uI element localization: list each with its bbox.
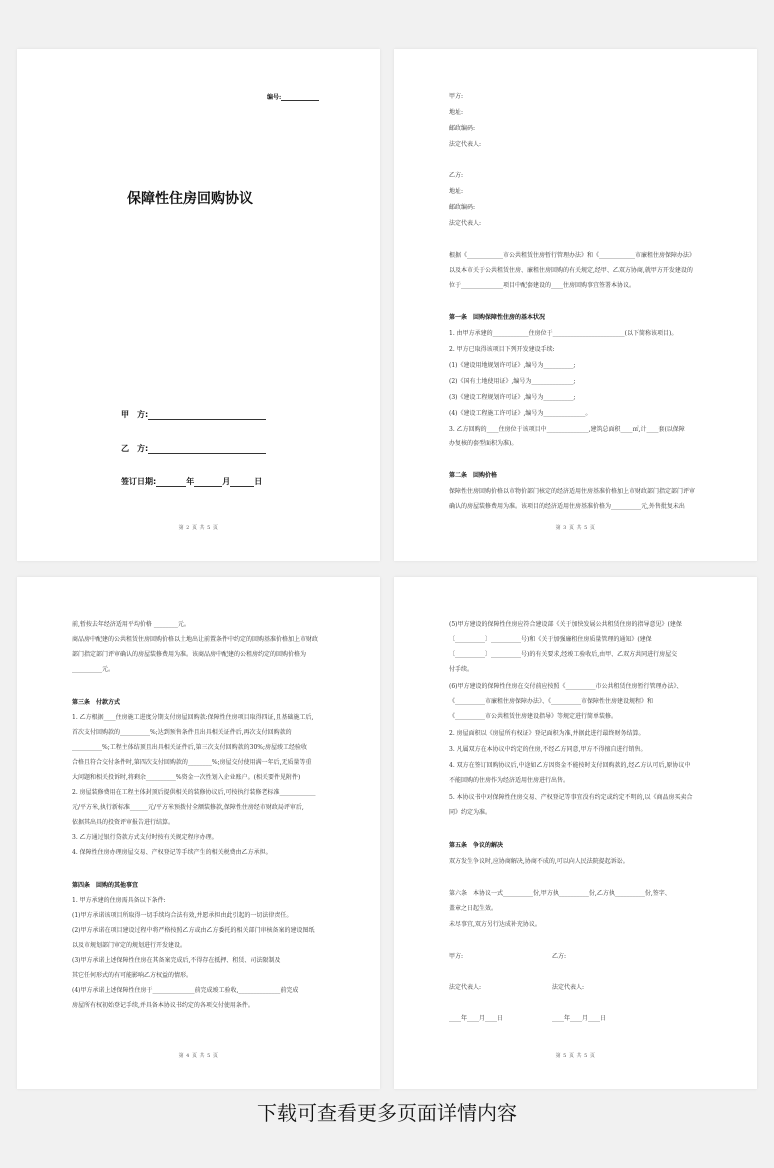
text-line: 邮政编码: xyxy=(449,125,476,132)
agreement-number-label: 编号: xyxy=(267,92,319,101)
party-b-date-line: ____年____月____日 xyxy=(552,1015,607,1022)
text-line: 元/平方米,执行新标准______元/平方米预拨付全额装修款,保障性住房经市财政局评审后, xyxy=(72,804,304,811)
text-line: 大问题和相关投诉时,将剩余__________%资金一次性划入企业账户。(相关要件见附件) xyxy=(72,774,301,781)
text-line: 盖章之日起生效。 xyxy=(449,905,498,912)
text-line: 5. 本协议书中对保障性住房交易、产权登记等事宜没有约定或约定不明的,以《商品房买卖合 xyxy=(449,794,693,801)
text-line: 2. 房屋装修费用在工程主体封顶后提供相关的装修协议后,可按执行装修老标准____________ xyxy=(72,789,316,796)
text-line: 1. 由甲方承建的____________住房位于________________________(以下简称该项目)。 xyxy=(449,330,678,337)
document-title: 保障性住房回购协议 xyxy=(127,191,253,207)
text-line: 前,暂按去年经济适用平均价格 ________元。 xyxy=(72,621,190,628)
text-line: 第六条 本协议一式__________份,甲方执__________份,乙方执__________份,签字、 xyxy=(449,890,671,897)
text-line: 邮政编码: xyxy=(449,204,476,211)
text-line: 《__________市公共租赁住房建设指导》等规定进行简单装修。 xyxy=(449,713,618,720)
text-line: 根据《____________市公共租赁住房暂行管理办法》和《____________市廉租住房保障办法》 xyxy=(449,252,696,259)
text-line: 地址: xyxy=(449,188,464,195)
text-line: 3. 凡属双方在本协议中约定的住房,不经乙方同意,甲方不得擅自进行销售。 xyxy=(449,746,647,753)
sign-date-field: 签订日期: 年 月 日 xyxy=(121,477,263,486)
text-line: 《__________市廉租住房保障办法》、《__________市保障性住房建设规程》和 xyxy=(449,698,654,705)
party-a-date-line: ____年____月____日 xyxy=(449,1015,504,1022)
text-line: (3)甲方承诺上述保障性住房在其备案完成后,不得存在抵押、租赁、司法限制及 xyxy=(72,957,281,964)
document-page-5 xyxy=(394,577,757,1089)
text-line: 依据其出具的投资评审报告进行结算。 xyxy=(72,819,175,826)
section-heading: 第三条 付款方式 xyxy=(72,699,121,706)
section-heading: 第五条 争议的解决 xyxy=(449,842,504,849)
document-page-3 xyxy=(394,49,757,561)
text-line: 甲方: xyxy=(449,93,464,100)
text-line: 4. 双方在签订回购协议后,中途如乙方因资金不能按时支付回购款的,经乙方认可后,原协议中 xyxy=(449,762,691,769)
document-page-2 xyxy=(17,49,380,561)
text-line: 保障性住房回购价格以市物价部门核定的经济适用住房基准价格加上市财政部门指定部门评审 xyxy=(449,488,696,495)
text-line: (6)甲方建设的保障性住房在交付前应按照《__________市公共租赁住房暂行管理办法》、 xyxy=(449,683,683,690)
text-line: 商品房中配建的公共租赁住房回购价格以土地出让前置条件中约定的回购基准价格加上市财政 xyxy=(72,636,319,643)
text-line: 其它任何形式的有可能影响乙方权益的情形。 xyxy=(72,972,193,979)
text-line: 合格且符合交付条件时,第四次支付回购款的________%;房屋交付使用满一年后,无质量等重 xyxy=(72,759,312,766)
party-a-signature-label: 甲方: xyxy=(449,953,464,960)
text-line: 法定代表人: xyxy=(449,220,482,227)
text-line: 3. 乙方回购的____住房位于该项目中______________,建筑总面积____㎡,计____套(以保障 xyxy=(449,426,685,433)
text-line: (2)《国有土地使用证》,编号为______________; xyxy=(449,378,576,385)
text-line: 不能回购的住房作为经济适用住房进行出售。 xyxy=(449,777,570,784)
text-line: 以及本市关于公共租赁住房、廉租住房回购的有关规定,经甲、乙双方协商,就甲方开发建设的 xyxy=(449,267,693,274)
text-line: 双方发生争议时,应协商解决,协商不成的,可以向人民法院提起诉讼。 xyxy=(449,858,629,865)
page-footer: 第 5 页 共 5 页 xyxy=(555,1053,596,1059)
text-line: (4)《建设工程施工许可证》,编号为______________。 xyxy=(449,410,592,417)
text-line: 办复核的套型面积为准)。 xyxy=(449,440,518,447)
text-line: 以及市规划部门审定的规划进行开发建设。 xyxy=(72,942,187,949)
party-b-field: 乙 方: xyxy=(121,443,266,454)
section-heading: 第二条 回购价格 xyxy=(449,472,498,479)
text-line: 同》约定为准。 xyxy=(449,809,492,816)
text-line: 乙方: xyxy=(449,172,464,179)
text-line: 2. 甲方已取得该项目下列开发建设手续: xyxy=(449,346,555,353)
text-line: 1. 甲方承建的住房需具备以下条件: xyxy=(72,897,166,904)
text-line: 〔__________〕__________号)和《关于加强廉租住房质量管理的通知》(建保 xyxy=(449,636,652,643)
text-line: (2)甲方承诺在项目建设过程中将严格按照乙方或由乙方委托的相关部门审核备案的建设图纸 xyxy=(72,927,315,934)
text-line: __________%;工程主体结顶且出具相关证件后,第三次支付回购款的30%;房屋竣工经验收 xyxy=(72,744,307,751)
text-line: 地址: xyxy=(449,109,464,116)
document-page-4 xyxy=(17,577,380,1089)
text-line: 首次支付回购款的__________%;达到预售条件且出具相关证件后,再次支付回购款的 xyxy=(72,729,292,736)
text-line: 3. 乙方通过银行贷款方式支付时按有关规定程序办理。 xyxy=(72,834,218,841)
text-line: __________元。 xyxy=(72,666,115,673)
download-more-banner: 下载可查看更多页面详情内容 xyxy=(257,1101,517,1125)
page-footer: 第 3 页 共 5 页 xyxy=(555,525,596,531)
text-line: (3)《建设工程规划许可证》,编号为__________; xyxy=(449,394,576,401)
section-heading: 第一条 回购保障性住房的基本状况 xyxy=(449,314,546,321)
text-line: 确认的房屋装修费用为准。该项目的经济适用住房基准价格为__________元,外售批复未出 xyxy=(449,503,685,510)
page-footer: 第 2 页 共 5 页 xyxy=(178,525,219,531)
text-line: 位于______________项目中配套建设的____住房回购事宜签署本协议。 xyxy=(449,282,636,289)
party-a-representative-label: 法定代表人: xyxy=(449,984,482,991)
text-line: (1)《建设用地规划许可证》,编号为__________; xyxy=(449,362,576,369)
text-line: 付手续。 xyxy=(449,666,474,673)
text-line: 房屋所有权初始登记手续,并具备本协议书约定的各项交付使用条件。 xyxy=(72,1002,254,1009)
text-line: 4. 保障性住房办理房屋交易、产权登记等手续产生的相关税费由乙方承担。 xyxy=(72,849,272,856)
party-b-signature-label: 乙方: xyxy=(552,953,567,960)
text-line: (5)甲方建设的保障性住房应符合建设部《关于加快发展公共租赁住房的指导意见》(建保 xyxy=(449,621,682,628)
text-line: 2. 房屋面积以《房屋所有权证》登记面积为准,并据此进行最终财务结算。 xyxy=(449,730,645,737)
text-line: 法定代表人: xyxy=(449,141,482,148)
text-line: 1. 乙方根据____住房施工进度分期支付房屋回购款:保障性住房项目取得四证,且基础施工后, xyxy=(72,714,314,721)
party-b-representative-label: 法定代表人: xyxy=(552,984,585,991)
party-a-field: 甲 方: xyxy=(121,409,266,420)
text-line: (4)甲方承诺上述保障性住房于______________前完成竣工验收,______________前完成 xyxy=(72,987,299,994)
text-line: 〔__________〕__________号)的有关要求,经竣工验收后,由甲、乙双方共同进行房屋交 xyxy=(449,651,678,658)
text-line: 未尽事宜,双方另行达成补充协议。 xyxy=(449,921,541,928)
agreement-number-blank xyxy=(281,100,319,101)
page-footer: 第 4 页 共 5 页 xyxy=(178,1053,219,1059)
text-line: (1)甲方承诺该项目所取得一切手续均合法有效,并愿承担由此引起的一切法律责任。 xyxy=(72,912,293,919)
text-line: 部门指定部门评审确认的房屋装修费用为准。该商品房中配建的公租房约定的回购价格为 xyxy=(72,651,307,658)
section-heading: 第四条 回购的其他事宜 xyxy=(72,882,139,889)
